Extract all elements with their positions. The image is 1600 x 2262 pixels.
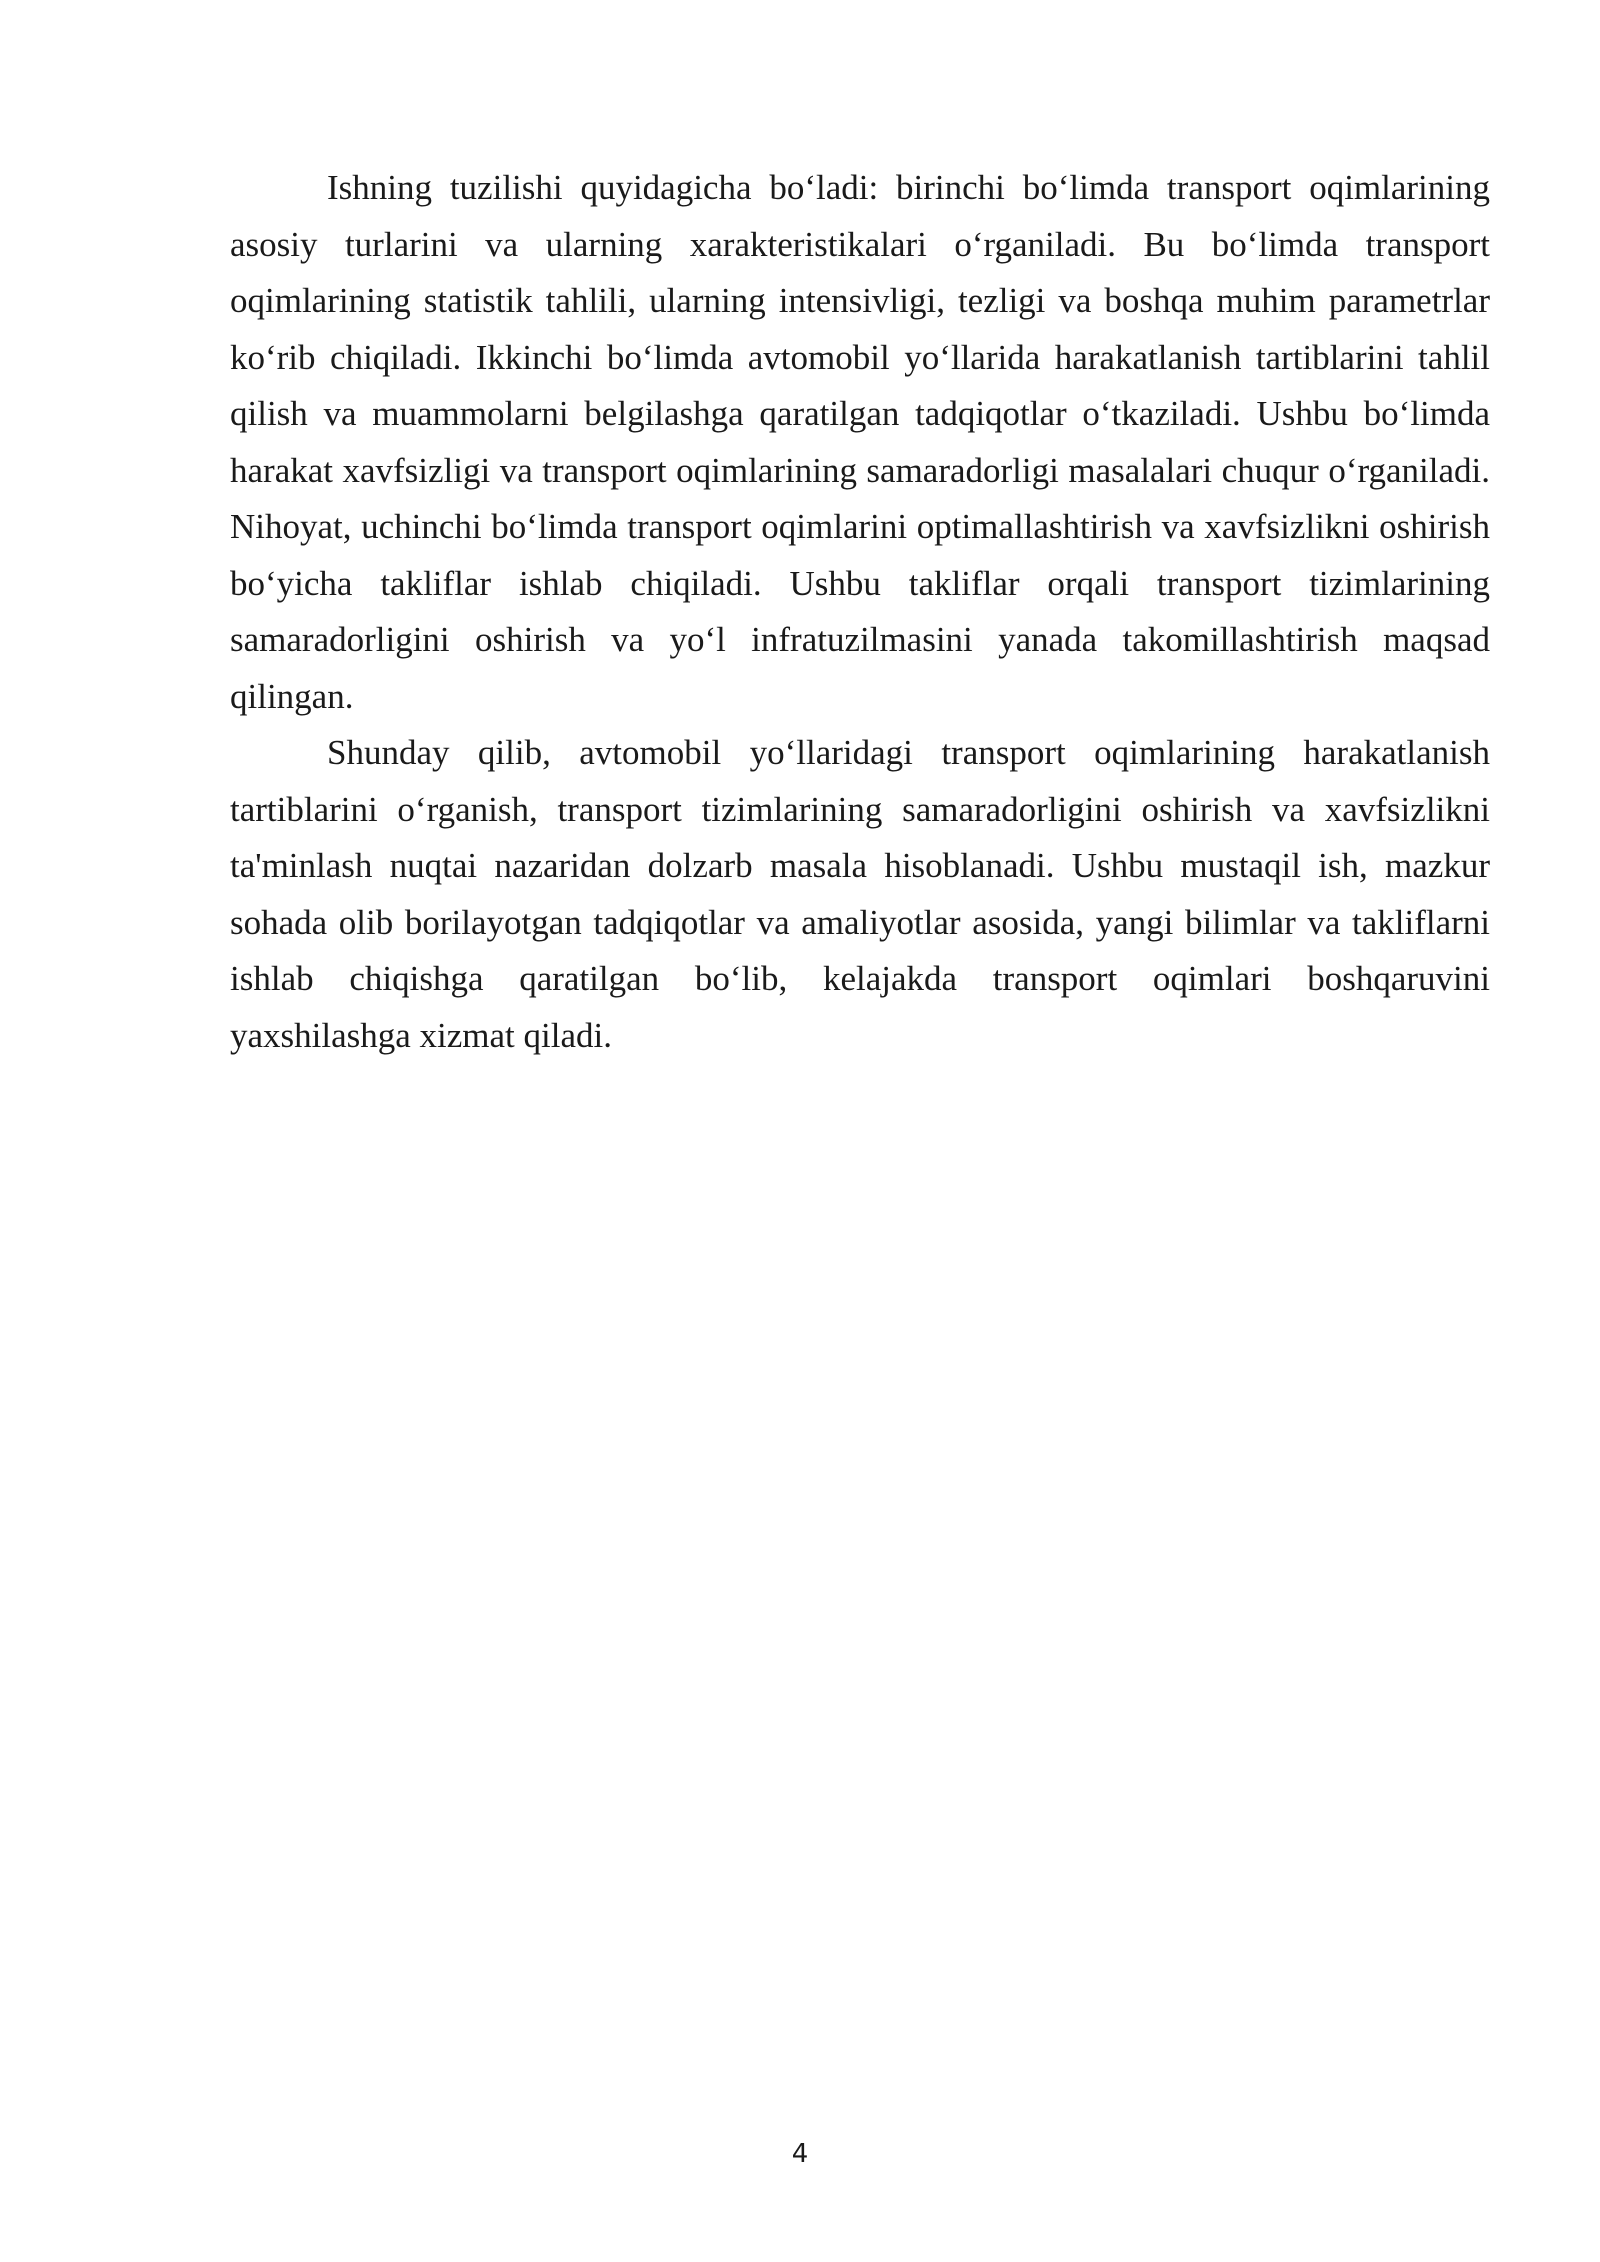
paragraph-structure-of-work: Ishning tuzilishi quyidagicha bo‘ladi: birinchi bo‘limda transport oqimlarining asosiy turlarini va ularning xarakteristikalari o‘rganiladi. Bu bo‘limda transport oqimlarining statistik tahlili, ularning intensivligi, tezligi va boshqa muhim parametrlar ko‘rib chiqiladi. Ikkinchi bo‘limda avtomobil yo‘llarida harakatlanish tartiblarini tahlil qilish va muammolarni belgilashga qaratilgan tadqiqotlar o‘tkaziladi. Ushbu bo‘limda harakat xavfsizligi va transport oqimlarining samaradorligi masalalari chuqur o‘rganiladi. Nihoyat, uchinchi bo‘limda transport oqimlarini optimallashtirish va xavfsizlikni oshirish bo‘yicha takliflar ishlab chiqiladi. Ushbu takliflar orqali transport tizimlarining samaradorligini oshirish va yo‘l infratuzilmasini yanada takomillashtirish maqsad qilingan. bbox=[230, 168, 1490, 716]
paragraph-conclusion-relevance: Shunday qilib, avtomobil yo‘llaridagi transport oqimlarining harakatlanish tartiblarini o‘rganish, transport tizimlarining samaradorligini oshirish va xavfsizlikni ta'minlash nuqtai nazaridan dolzarb masala hisoblanadi. Ushbu mustaqil ish, mazkur sohada olib borilayotgan tadqiqotlar va amaliyotlar asosida, yangi bilimlar va takliflarni ishlab chiqishga qaratilgan bo‘lib, kelajakda transport oqimlari boshqaruvini yaxshilashga xizmat qiladi. bbox=[230, 733, 1490, 1055]
page-number: 4 bbox=[791, 2139, 809, 2169]
document-body bbox=[230, 160, 1490, 1064]
